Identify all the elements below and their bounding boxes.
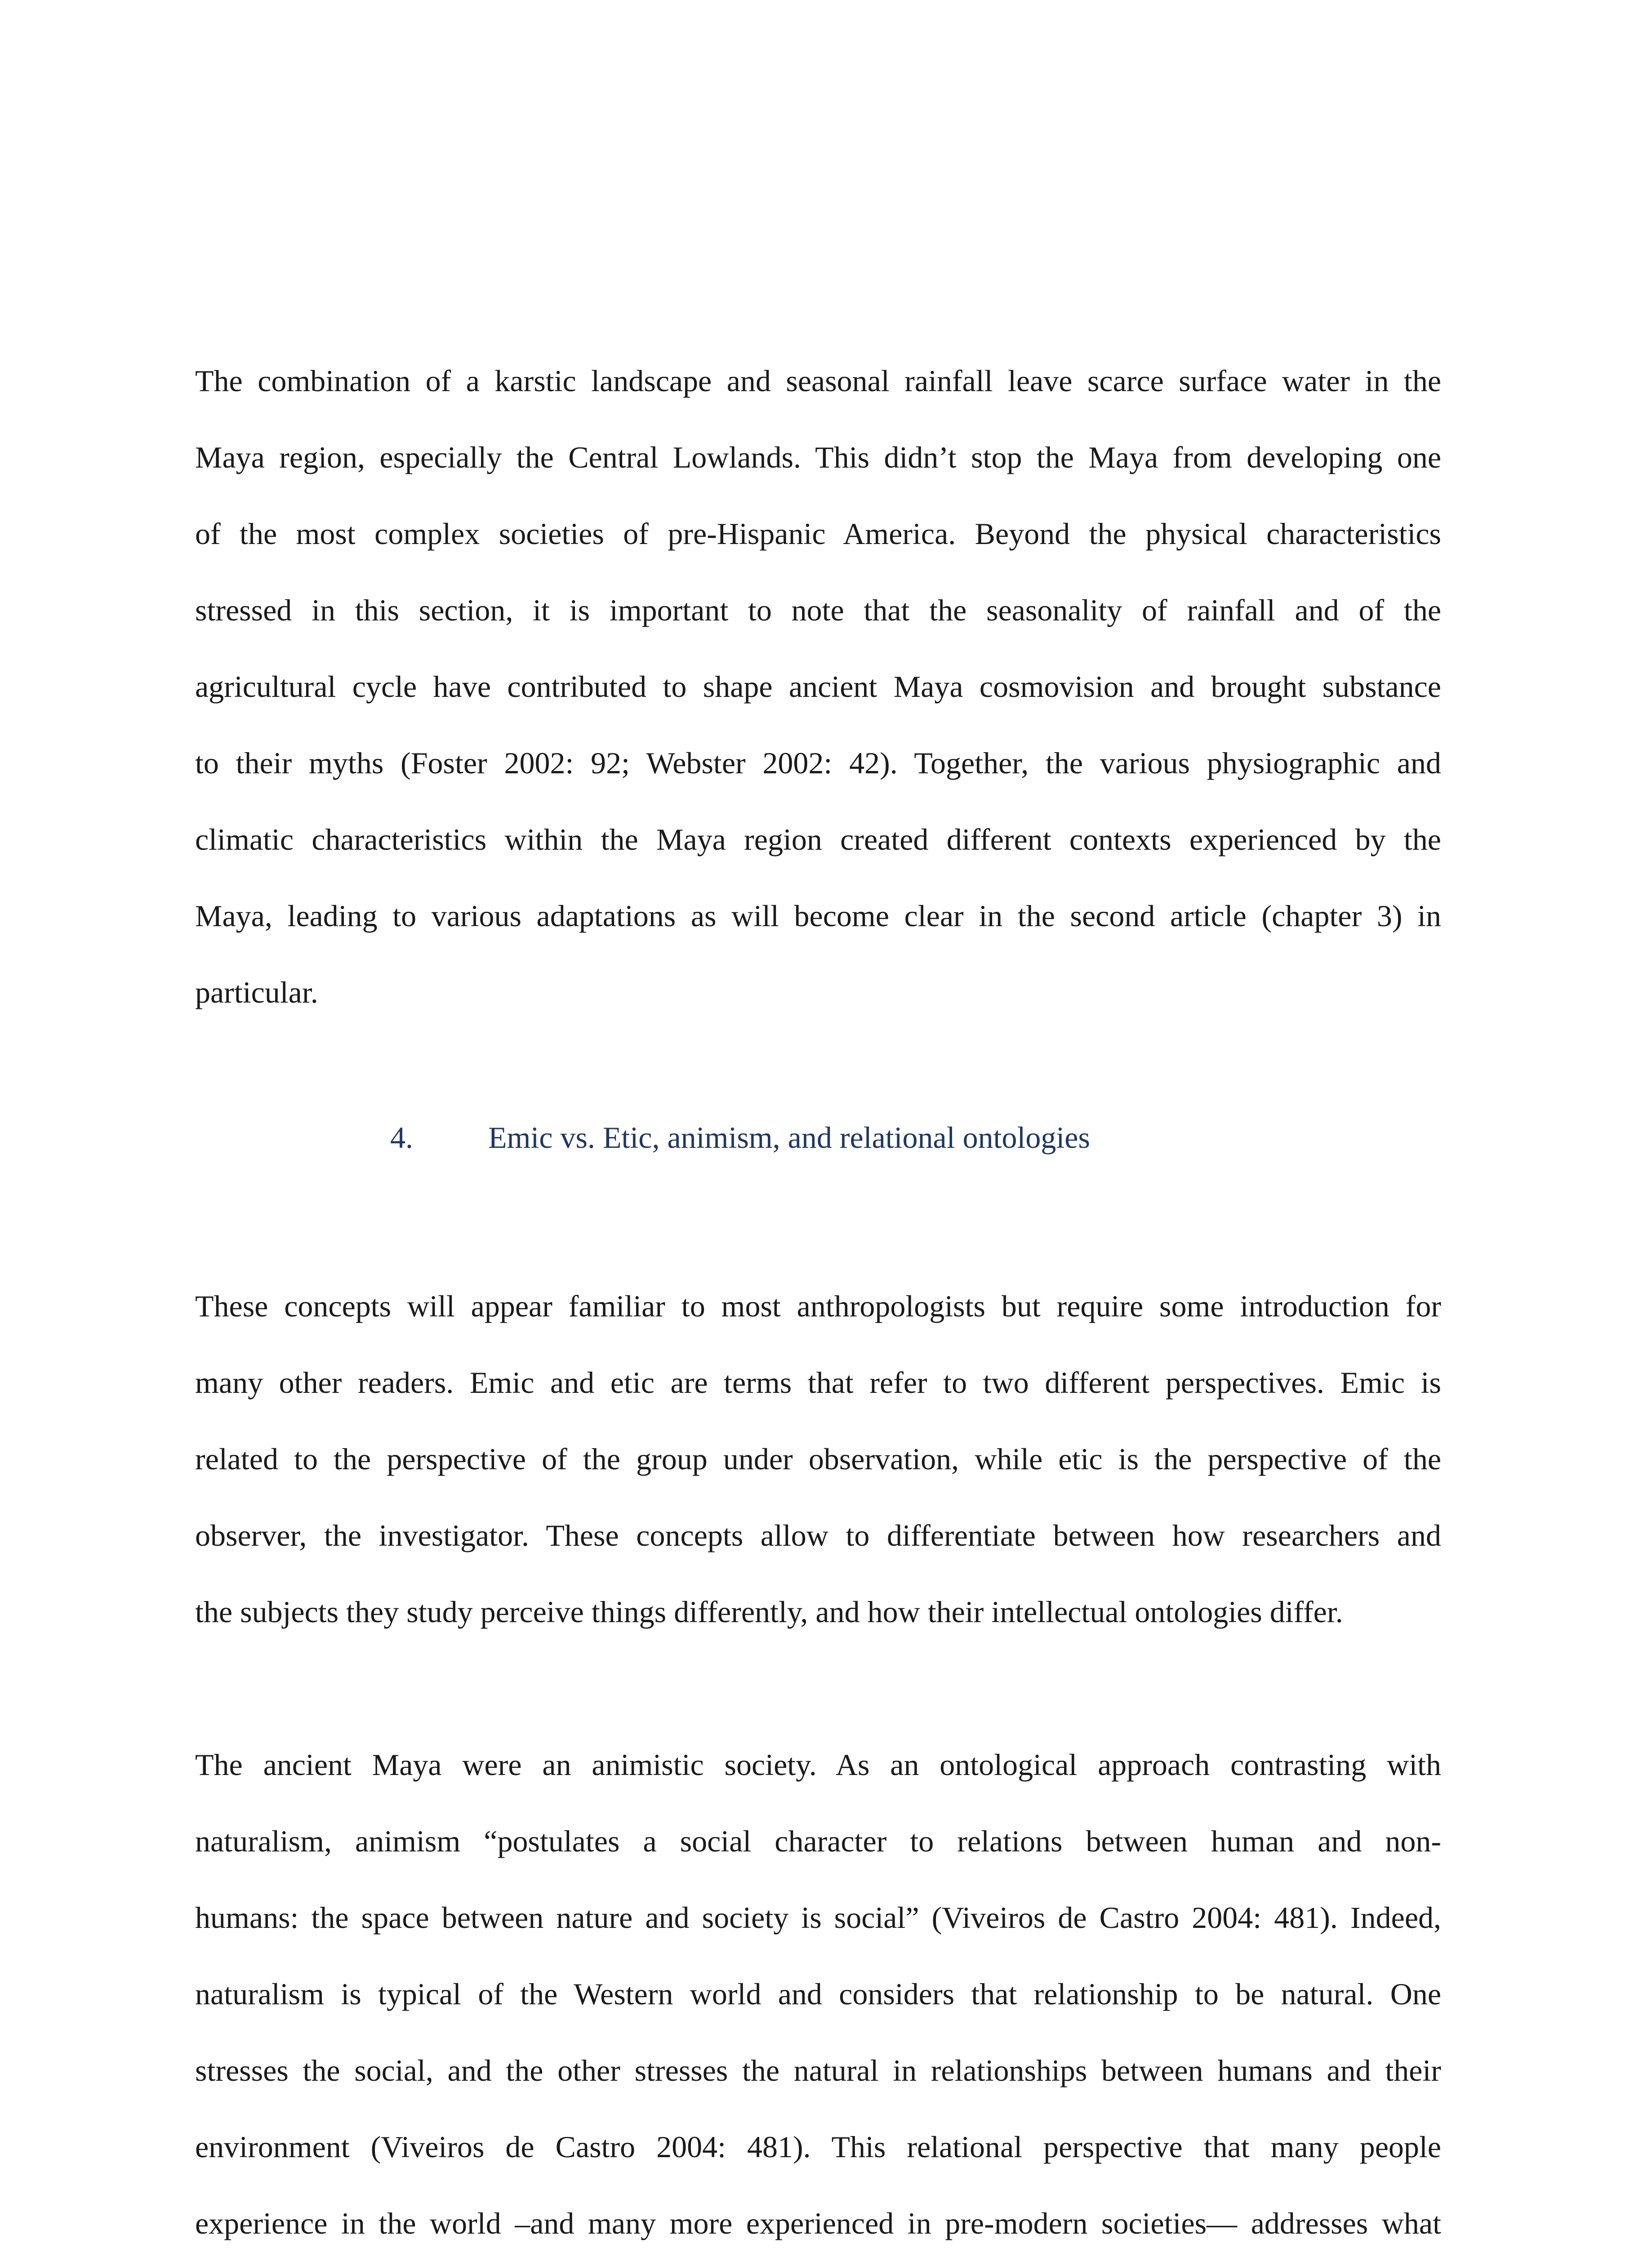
text-line: Maya, leading to various adaptations as will become clear in the second article (chapter 3) in xyxy=(195,899,1441,933)
text-line: naturalism, animism “postulates a social character to relations between human and non- xyxy=(195,1824,1441,1858)
text-line: Maya region, especially the Central Lowlands. This didn’t stop the Maya from developing one xyxy=(195,440,1441,474)
paragraph-emic-etic xyxy=(195,1268,1441,1650)
paragraph-karstic-landscape xyxy=(195,343,1441,1030)
section-heading xyxy=(390,1117,1090,1158)
text-line: humans: the space between nature and society is social” (Viveiros de Castro 2004: 481). Indeed, xyxy=(195,1900,1441,1935)
section-title: Emic vs. Etic, animism, and relational ontologies xyxy=(488,1120,1090,1155)
section-number: 4. xyxy=(390,1120,413,1155)
text-line: climatic characteristics within the Maya region created different contexts experienced by the xyxy=(195,822,1441,856)
text-line: to their myths (Foster 2002: 92; Webster 2002: 42). Together, the various physiographic and xyxy=(195,746,1441,780)
text-line: stressed in this section, it is important to note that the seasonality of rainfall and of the xyxy=(195,593,1441,627)
text-line: many other readers. Emic and etic are terms that refer to two different perspectives. Emic is xyxy=(195,1365,1441,1400)
text-line: observer, the investigator. These concepts allow to differentiate between how researchers and xyxy=(195,1518,1441,1552)
text-line: related to the perspective of the group under observation, while etic is the perspective of the xyxy=(195,1442,1441,1476)
text-line: The combination of a karstic landscape and seasonal rainfall leave scarce surface water in the xyxy=(195,364,1441,398)
text-line: the subjects they study perceive things differently, and how their intellectual ontologies differ. xyxy=(195,1595,1343,1629)
text-line: naturalism is typical of the Western world and considers that relationship to be natural. One xyxy=(195,1977,1441,2011)
text-line: agricultural cycle have contributed to shape ancient Maya cosmovision and brought substance xyxy=(195,669,1441,704)
paragraph-animism xyxy=(195,1726,1441,2248)
text-line: particular. xyxy=(195,975,318,1009)
text-line: These concepts will appear familiar to most anthropologists but require some introduction for xyxy=(195,1289,1441,1323)
text-line: experience in the world –and many more experienced in pre-modern societies— addresses what xyxy=(195,2206,1441,2240)
text-line: The ancient Maya were an animistic society. As an ontological approach contrasting with xyxy=(195,1748,1441,1782)
text-line: stresses the social, and the other stresses the natural in relationships between humans and their xyxy=(195,2053,1441,2087)
text-line: of the most complex societies of pre-Hispanic America. Beyond the physical characteristics xyxy=(195,517,1441,551)
text-line: environment (Viveiros de Castro 2004: 481). This relational perspective that many people xyxy=(195,2130,1441,2164)
